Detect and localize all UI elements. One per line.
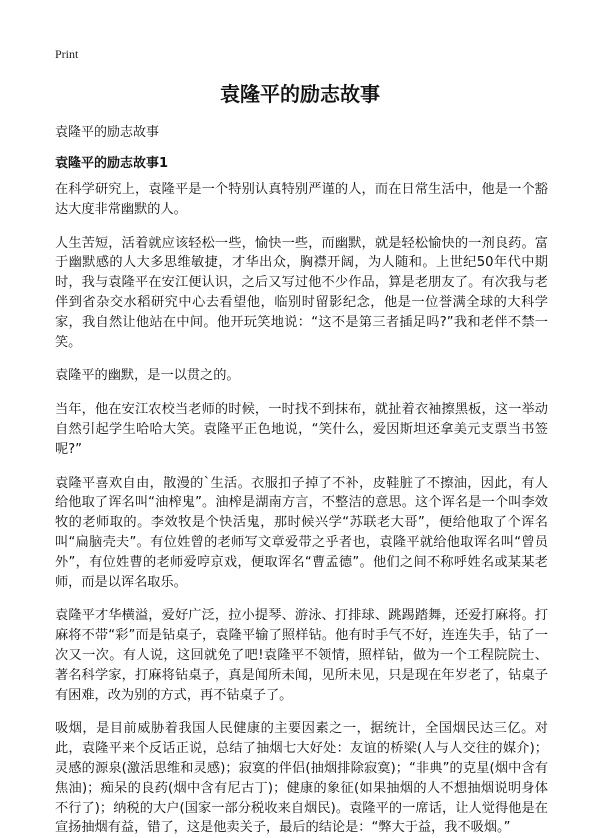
document-subtitle: 袁隆平的励志故事 — [55, 125, 160, 140]
paragraph-1: 在科学研究上，袁隆平是一个特别认真特别严谨的人，而在日常生活中，他是一个豁达大度非常幽默的人。 — [55, 182, 548, 217]
paragraph-5: 袁隆平喜欢自由，散漫的`生活。衣服扣子掉了不补，皮鞋脏了不擦油，因此，有人给他取了诨名叫“油榨鬼”。油榨是湖南方言，不整洁的意思。这个诨名是一个叫李效牧的老师取的。李效牧是个快活鬼，那时候兴学“苏联老大哥”，便给他取了个诨名叫“扁脑壳夫”。有位姓曾的老师写文章爱带之乎者也，袁隆平就给他取诨名叫“曾员外”，有位姓曹的老师爱哼京戏，便取诨名“曹孟德”。他们之间不称呼姓名或某某老师，而是以诨名取乐。 — [55, 475, 548, 590]
paragraph-3: 袁隆平的幽默，是一以贯之的。 — [55, 368, 240, 384]
paragraph-7: 吸烟，是目前威胁着我国人民健康的主要因素之一，据统计，全国烟民达三亿。对此，袁隆平来个反话正说，总结了抽烟七大好处：友谊的桥梁(人与人交往的媒介)；灵感的源泉(激活思维和灵感)；寂寞的伴侣(抽烟排除寂寞)；“非典”的克星(烟中含有焦油)；痴呆的良药(烟中含有尼古丁)；健康的象征(如果抽烟的人不想抽烟说明身体不行了)；纳税的大户(国家一部分税收来自烟民)。袁隆平的一席话，让人觉得他是在宣扬抽烟有益，错了，这是他卖关子，最后的结论是：“弊大于益，我不吸烟。” — [55, 721, 548, 836]
paragraph-6: 袁隆平才华横溢，爱好广泛，拉小提琴、游泳、打排球、跳踢踏舞，还爱打麻将。打麻将不带“彩”而是钻桌子，袁隆平输了照样钻。他有时手气不好，连连失手，钻了一次又一次。有人说，这回就免了吧!袁隆平不领情，照样钻，做为一个工程院院士、著名科学家，打麻将钻桌子，真是闻所未闻，见所未见，只是现在年岁老了，钻桌子有困难，改为别的方式，再不钻桌子了。 — [55, 608, 548, 703]
paragraph-2: 人生苦短，活着就应该轻松一些，愉快一些，而幽默，就是轻松愉快的一剂良药。富于幽默感的人大多思维敏捷，才华出众，胸襟开阔，为人随和。上世纪50年代中期时，我与袁隆平在安江便认识，之后又写过他不少作品，算是老朋友了。有次我与老伴到省杂交水稻研究中心去看望他，临别时留影纪念，他是一位誉满全球的大科学家，我自然让他站在中间。他开玩笑地说：“这不是第三者插足吗?”我和老伴不禁一笑。 — [55, 235, 548, 350]
article-body — [55, 180, 548, 838]
paragraph-4: 当年，他在安江农校当老师的时候，一时找不到抹布，就扯着衣袖擦黑板，这一举动自然引起学生哈哈大笑。袁隆平正色地说，“笑什么，爱因斯坦还拿美元支票当书签呢?” — [55, 402, 548, 457]
page-title: 袁隆平的励志故事 — [220, 82, 380, 106]
print-link[interactable]: Print — [55, 47, 79, 61]
section-heading: 袁隆平的励志故事1 — [55, 156, 169, 171]
